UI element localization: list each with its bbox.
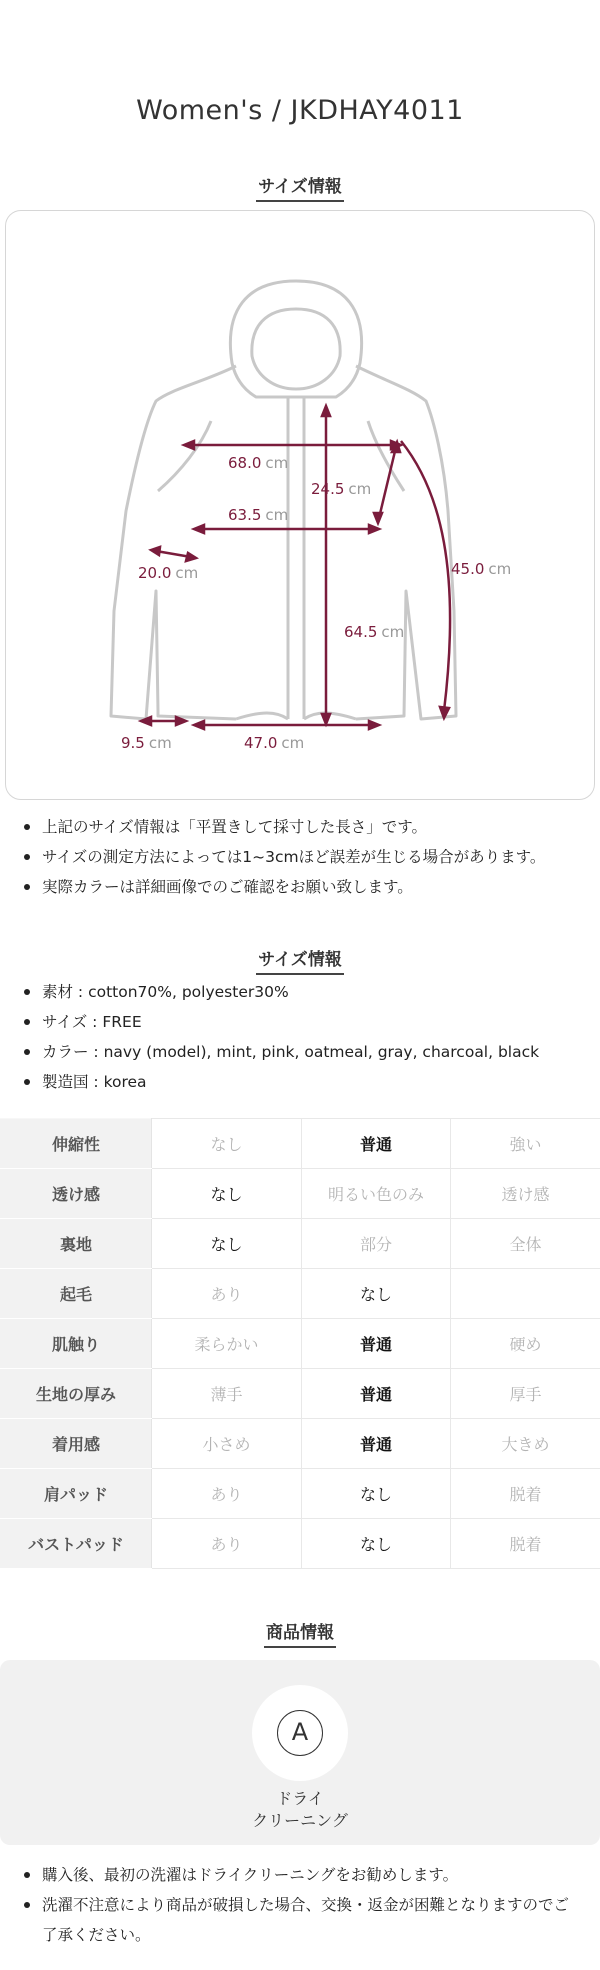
row-label: 透け感 <box>1 1169 152 1219</box>
option-cell: 薄手 <box>152 1369 302 1419</box>
size-info-heading: サイズ情報 <box>0 172 600 202</box>
table-row <box>1 1519 600 1569</box>
row-label: 起毛 <box>1 1269 152 1319</box>
option-cell: なし <box>152 1219 302 1269</box>
option-cell: なし <box>152 1119 302 1169</box>
size-notes-list <box>20 812 545 902</box>
option-cell: 脱着 <box>451 1519 600 1569</box>
list-item: 上記のサイズ情報は「平置きして採寸した長さ」です。 <box>20 812 545 842</box>
option-cell: 普通 <box>302 1369 451 1419</box>
row-label: 着用感 <box>1 1419 152 1469</box>
option-cell: 脱着 <box>451 1469 600 1519</box>
row-label: 裏地 <box>1 1219 152 1269</box>
material-info-heading: サイズ情報 <box>0 945 600 975</box>
waist-label: 63.5 cm <box>228 506 289 524</box>
dry-clean-icon: A <box>277 1710 323 1756</box>
sleeve-length-label: 45.0 cm <box>451 560 512 578</box>
option-cell: 小さめ <box>152 1419 302 1469</box>
care-notes-list <box>20 1860 580 1950</box>
option-cell: なし <box>302 1519 451 1569</box>
option-cell: 透け感 <box>451 1169 600 1219</box>
option-cell: 明るい色のみ <box>302 1169 451 1219</box>
list-item: 購入後、最初の洗濯はドライクリーニングをお勧めします。 <box>20 1860 580 1890</box>
option-cell: なし <box>302 1269 451 1319</box>
table-row <box>1 1119 600 1169</box>
option-cell: 柔らかい <box>152 1319 302 1369</box>
list-item: サイズ : FREE <box>20 1007 539 1037</box>
option-cell: 厚手 <box>451 1369 600 1419</box>
option-cell: なし <box>302 1469 451 1519</box>
care-label: ドライ クリーニング <box>252 1789 348 1830</box>
chest-label: 68.0 cm <box>228 454 289 472</box>
size-diagram <box>5 210 595 800</box>
cuff-label: 20.0 cm <box>138 564 199 582</box>
product-title: Women's / JKDHAY4011 <box>136 95 464 126</box>
table-row <box>1 1319 600 1369</box>
care-instructions-panel <box>0 1660 600 1845</box>
list-item: 素材 : cotton70%, polyester30% <box>20 977 539 1007</box>
fabric-spec-table <box>0 1118 600 1569</box>
option-cell: 部分 <box>302 1219 451 1269</box>
table-row <box>1 1419 600 1469</box>
option-cell <box>451 1269 600 1319</box>
row-label: 生地の厚み <box>1 1369 152 1419</box>
row-label: 伸縮性 <box>1 1119 152 1169</box>
option-cell: 普通 <box>302 1119 451 1169</box>
row-label: 肩パッド <box>1 1469 152 1519</box>
table-row <box>1 1169 600 1219</box>
table-row <box>1 1219 600 1269</box>
option-cell: 強い <box>451 1119 600 1169</box>
row-label: バストパッド <box>1 1519 152 1569</box>
option-cell: 普通 <box>302 1319 451 1369</box>
sleeve-hem-label: 9.5 cm <box>121 734 172 752</box>
list-item: 洗濯不注意により商品が破損した場合、交換・返金が困難となりますのでご了承ください。 <box>20 1890 580 1950</box>
jacket-outline <box>111 281 456 719</box>
option-cell: あり <box>152 1519 302 1569</box>
row-label: 肌触り <box>1 1319 152 1369</box>
table-row <box>1 1369 600 1419</box>
care-symbol-badge <box>252 1685 348 1781</box>
option-cell: 普通 <box>302 1419 451 1469</box>
option-cell: 全体 <box>451 1219 600 1269</box>
list-item: 製造国 : korea <box>20 1067 539 1097</box>
sleeve-top-label: 24.5 cm <box>311 480 372 498</box>
table-row <box>1 1269 600 1319</box>
list-item: 実際カラーは詳細画像でのご確認をお願い致します。 <box>20 872 545 902</box>
option-cell: なし <box>152 1169 302 1219</box>
total-length-label: 64.5 cm <box>344 623 405 641</box>
option-cell: あり <box>152 1269 302 1319</box>
list-item: カラー : navy (model), mint, pink, oatmeal, gray, charcoal, black <box>20 1037 539 1067</box>
option-cell: あり <box>152 1469 302 1519</box>
table-row <box>1 1469 600 1519</box>
option-cell: 硬め <box>451 1319 600 1369</box>
option-cell: 大きめ <box>451 1419 600 1469</box>
product-info-heading: 商品情報 <box>0 1618 600 1648</box>
material-list <box>20 977 539 1097</box>
list-item: サイズの測定方法によっては1~3cmほど誤差が生じる場合があります。 <box>20 842 545 872</box>
hem-label: 47.0 cm <box>244 734 305 752</box>
